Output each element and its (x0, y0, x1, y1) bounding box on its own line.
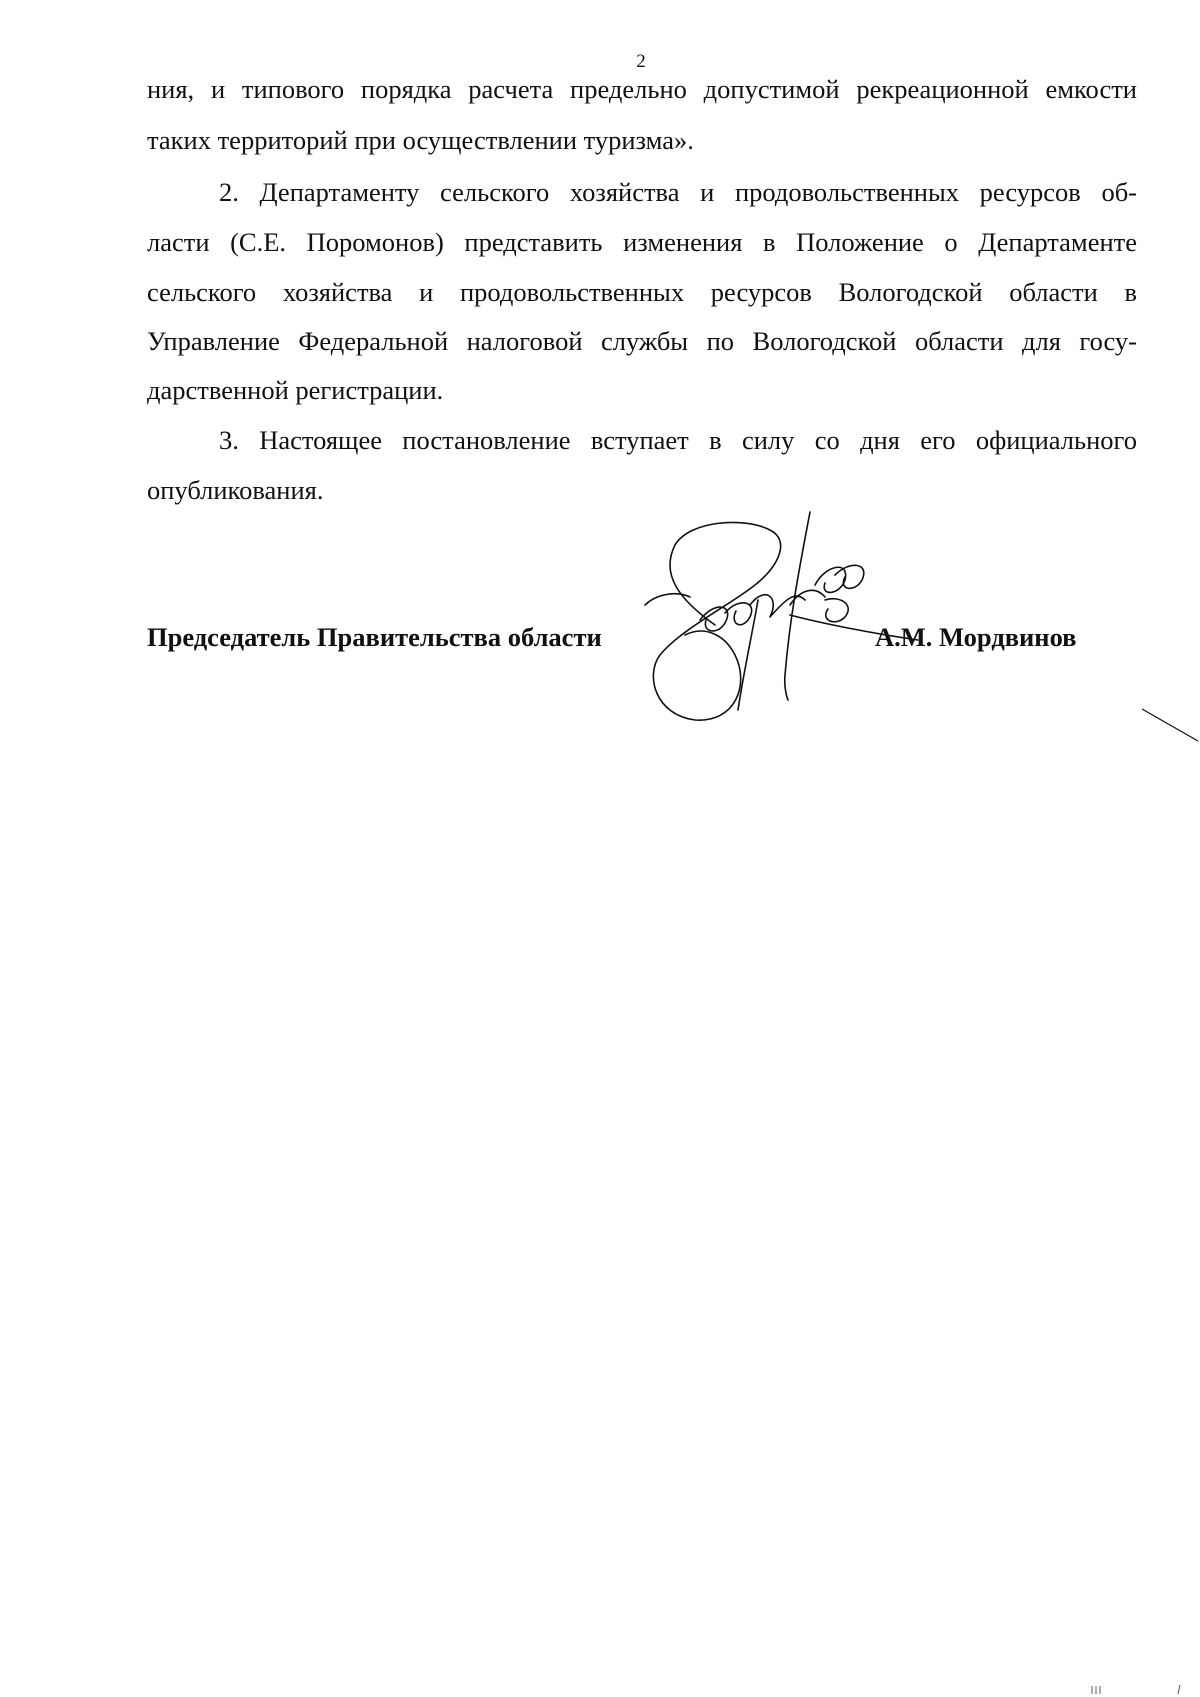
paragraph-line: Управление Федеральной налоговой службы по Вологодской области для госу- (147, 326, 1137, 356)
paragraph-line: 3. Настоящее постановление вступает в силу со дня его официального (219, 425, 1137, 455)
scan-artifact-marks (1072, 1683, 1192, 1695)
paragraph-line: дарственной регистрации. (147, 375, 444, 405)
paragraph-line: ласти (С.Е. Поромонов) представить изменения в Положение о Департаменте (147, 227, 1137, 257)
signatory-title: Председатель Правительства области (147, 622, 602, 652)
scan-artifact-line (1140, 705, 1200, 745)
signatory-name: А.М. Мордвинов (875, 622, 1077, 652)
paragraph-line: сельского хозяйства и продовольственных ресурсов Вологодской области в (147, 277, 1137, 307)
paragraph-line: таких территорий при осуществлении туризма». (147, 125, 694, 155)
paragraph-line: ния, и типового порядка расчета предельно допустимой рекреационной емкости (147, 74, 1137, 104)
paragraph-line: опубликования. (147, 475, 324, 505)
page-number: 2 (636, 51, 646, 72)
paragraph-line: 2. Департаменту сельского хозяйства и продовольственных ресурсов об- (219, 177, 1137, 207)
